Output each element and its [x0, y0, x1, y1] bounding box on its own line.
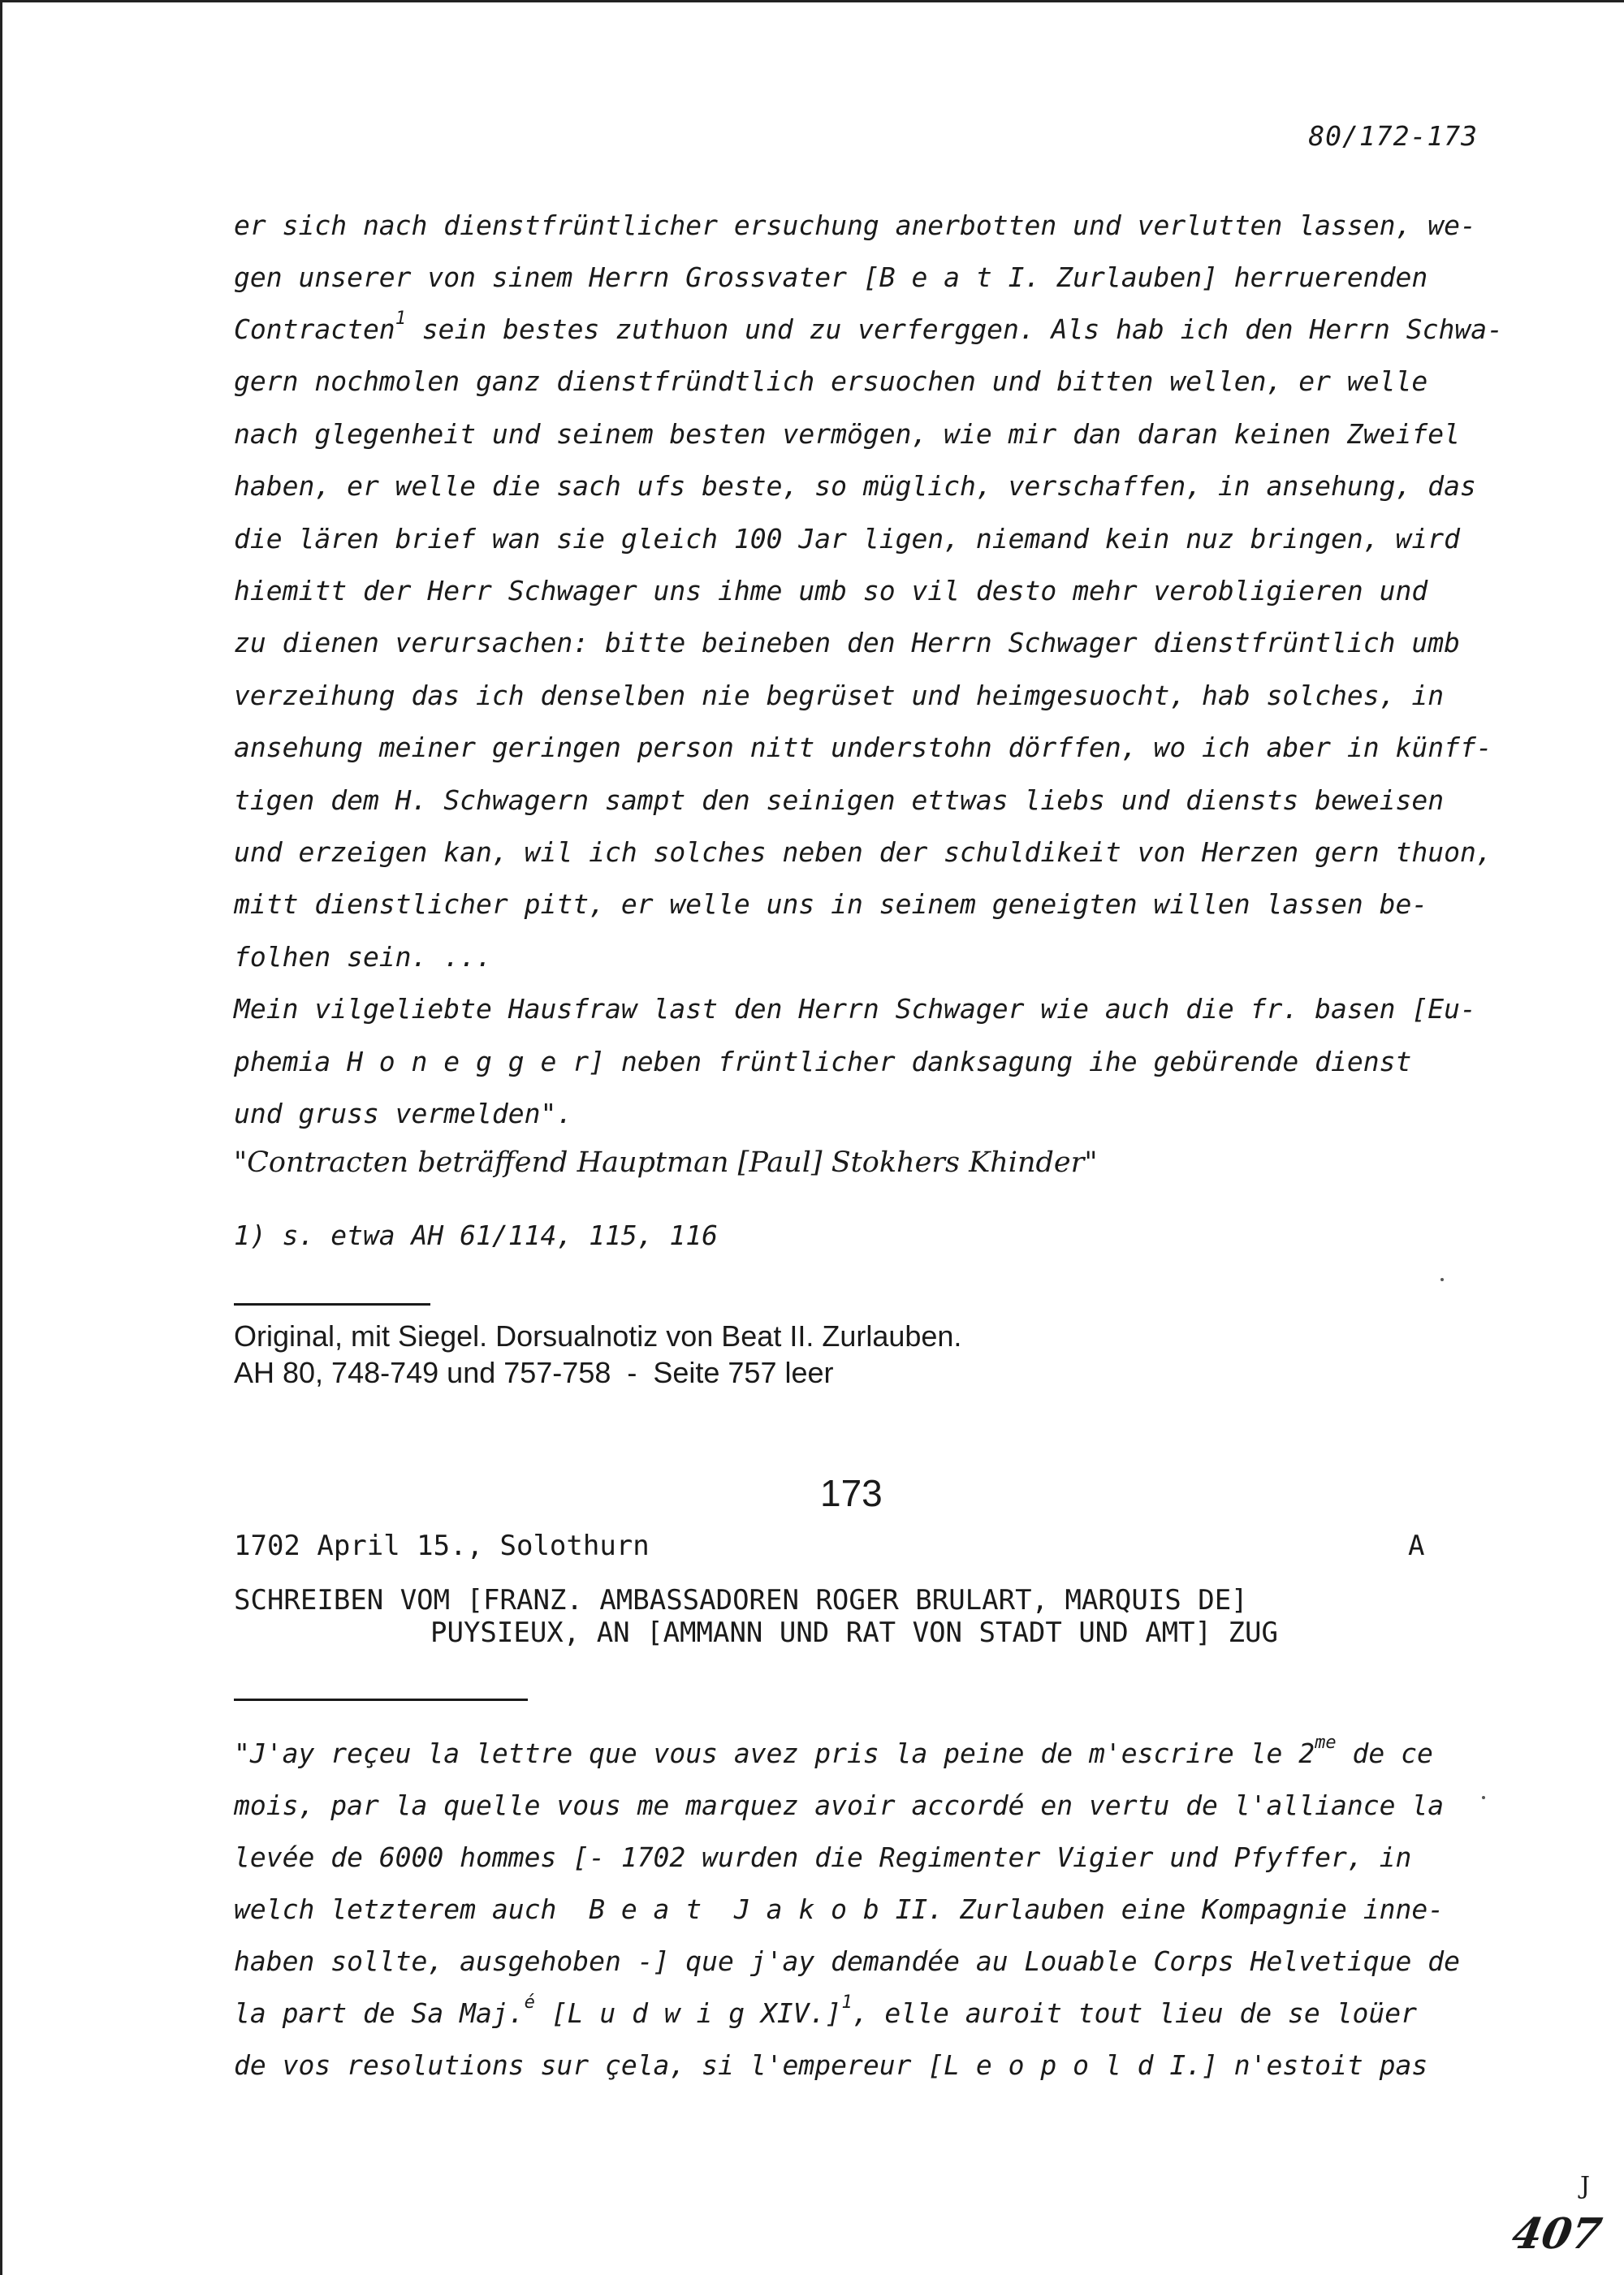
superscript: me	[1315, 1733, 1337, 1753]
letter-line: die lären brief wan sie gleich 100 Jar ligen, niemand kein nuz bringen, wird	[234, 523, 1460, 555]
letter-line: nach glegenheit und seinem besten vermögen, wie mir dan daran keinen Zweifel	[234, 418, 1460, 450]
letter-line: er sich nach dienstfrüntlicher ersuchung anerbotten und verlutten lassen, we-	[234, 209, 1476, 241]
scan-speck	[1482, 1796, 1485, 1799]
footnote-marker: 1	[841, 1992, 853, 2013]
entry-title-line-2: PUYSIEUX, AN [AMMANN UND RAT VON STADT UND AMT] ZUG	[430, 1617, 1278, 1649]
document-reference: 80/172-173	[1308, 120, 1478, 152]
letter-line: Mein vilgeliebte Hausfraw last den Herrn Schwager wie auch die fr. basen [Eu-	[234, 993, 1476, 1025]
letter-line: levée de 6000 hommes [- 1702 wurden die Regimenter Vigier und Pfyffer, in	[234, 1841, 1412, 1873]
letter-line: zu dienen verursachen: bitte beineben den Herrn Schwager dienstfrüntlich umb	[234, 627, 1460, 658]
footnote-rule	[234, 1303, 430, 1306]
handwritten-page-number: 407	[1509, 2209, 1606, 2259]
letter-line: hiemitt der Herr Schwager uns ihme umb so vil desto mehr verobligieren und	[234, 575, 1428, 607]
french-line-c: , elle auroit tout lieu de se loüer	[852, 1997, 1417, 2029]
source-note-line-2: AH 80, 748-749 und 757-758 - Seite 757 leer	[234, 1356, 834, 1389]
entry-number: 173	[820, 1472, 883, 1514]
french-line-end: de ce	[1336, 1738, 1433, 1769]
entry-title-line-1: SCHREIBEN VOM [FRANZ. AMBASSADOREN ROGER BRULART, MARQUIS DE]	[234, 1584, 1248, 1617]
handwritten-tick: J	[1579, 2172, 1590, 2200]
letter-line: ansehung meiner geringen person nitt understohn dörffen, wo ich aber in künff-	[234, 732, 1492, 763]
letter-line: und erzeigen kan, wil ich solches neben der schuldikeit von Herzen gern thuon,	[234, 836, 1492, 868]
letter-line	[234, 1733, 1433, 1769]
scan-border-top	[0, 0, 1624, 2]
letter-line-end: sein bestes zuthuon und zu verferggen. Als hab ich den Herrn Schwa-	[421, 313, 1503, 345]
scan-speck	[1440, 1278, 1444, 1281]
letter-line: de vos resolutions sur çela, si l'empereur [L e o p o l d I.] n'estoit pas	[234, 2049, 1428, 2081]
letter-line: gen unserer von sinem Herrn Grossvater [B e a t I. Zurlauben] herruerenden	[234, 261, 1428, 293]
letter-line	[234, 309, 1503, 345]
footnote: 1) s. etwa AH 61/114, 115, 116	[234, 1220, 719, 1251]
letter-line: tigen dem H. Schwagern sampt den seinigen ettwas liebs und diensts beweisen	[234, 784, 1445, 816]
scan-border-left	[0, 0, 2, 2275]
entry-date-place: 1702 April 15., Solothurn	[234, 1530, 650, 1562]
entry-grade: A	[1408, 1530, 1425, 1562]
letter-line: haben sollte, ausgehoben -] que j'ay demandée au Louable Corps Helvetique de	[234, 1945, 1460, 1977]
french-line-start: "J'ay reçeu la lettre que vous avez pris la peine de m'escrire le 2	[234, 1738, 1315, 1769]
entry-rule	[234, 1699, 528, 1701]
letter-line: mitt dienstlicher pitt, er welle uns in seinem geneigten willen lassen be-	[234, 888, 1428, 920]
letter-line: welch letzterem auch B e a t J a k o b II. Zurlauben eine Kompagnie inne-	[234, 1893, 1445, 1925]
french-line-b: [L u d w i g XIV.]	[534, 1997, 842, 2029]
letter-line: phemia H o n e g g e r] neben früntlicher danksagung ihe gebürende dienst	[234, 1046, 1412, 1077]
letter-line: haben, er welle die sach ufs beste, so müglich, verschaffen, in ansehung, das	[234, 470, 1476, 502]
letter-line: folhen sein. ...	[234, 941, 492, 973]
letter-line: und gruss vermelden".	[234, 1098, 573, 1129]
dorsal-note: "Contracten beträffend Hauptman [Paul] Stokhers Khinder"	[234, 1146, 1098, 1179]
letter-line: verzeihung das ich denselben nie begrüset und heimgesuocht, hab solches, in	[234, 680, 1445, 711]
source-note-line-1: Original, mit Siegel. Dorsualnotiz von Beat II. Zurlauben.	[234, 1319, 962, 1353]
letter-line: mois, par la quelle vous me marquez avoir accordé en vertu de l'alliance la	[234, 1789, 1445, 1821]
letter-line	[234, 1992, 1417, 2029]
footnote-marker: 1	[395, 309, 406, 329]
letter-line-start: Contracten	[234, 313, 395, 345]
french-line-a: la part de Sa Maj.	[234, 1997, 525, 2029]
letter-line: gern nochmolen ganz dienstfründtlich ersuochen und bitten wellen, er welle	[234, 365, 1428, 397]
superscript: é	[524, 1992, 535, 2013]
